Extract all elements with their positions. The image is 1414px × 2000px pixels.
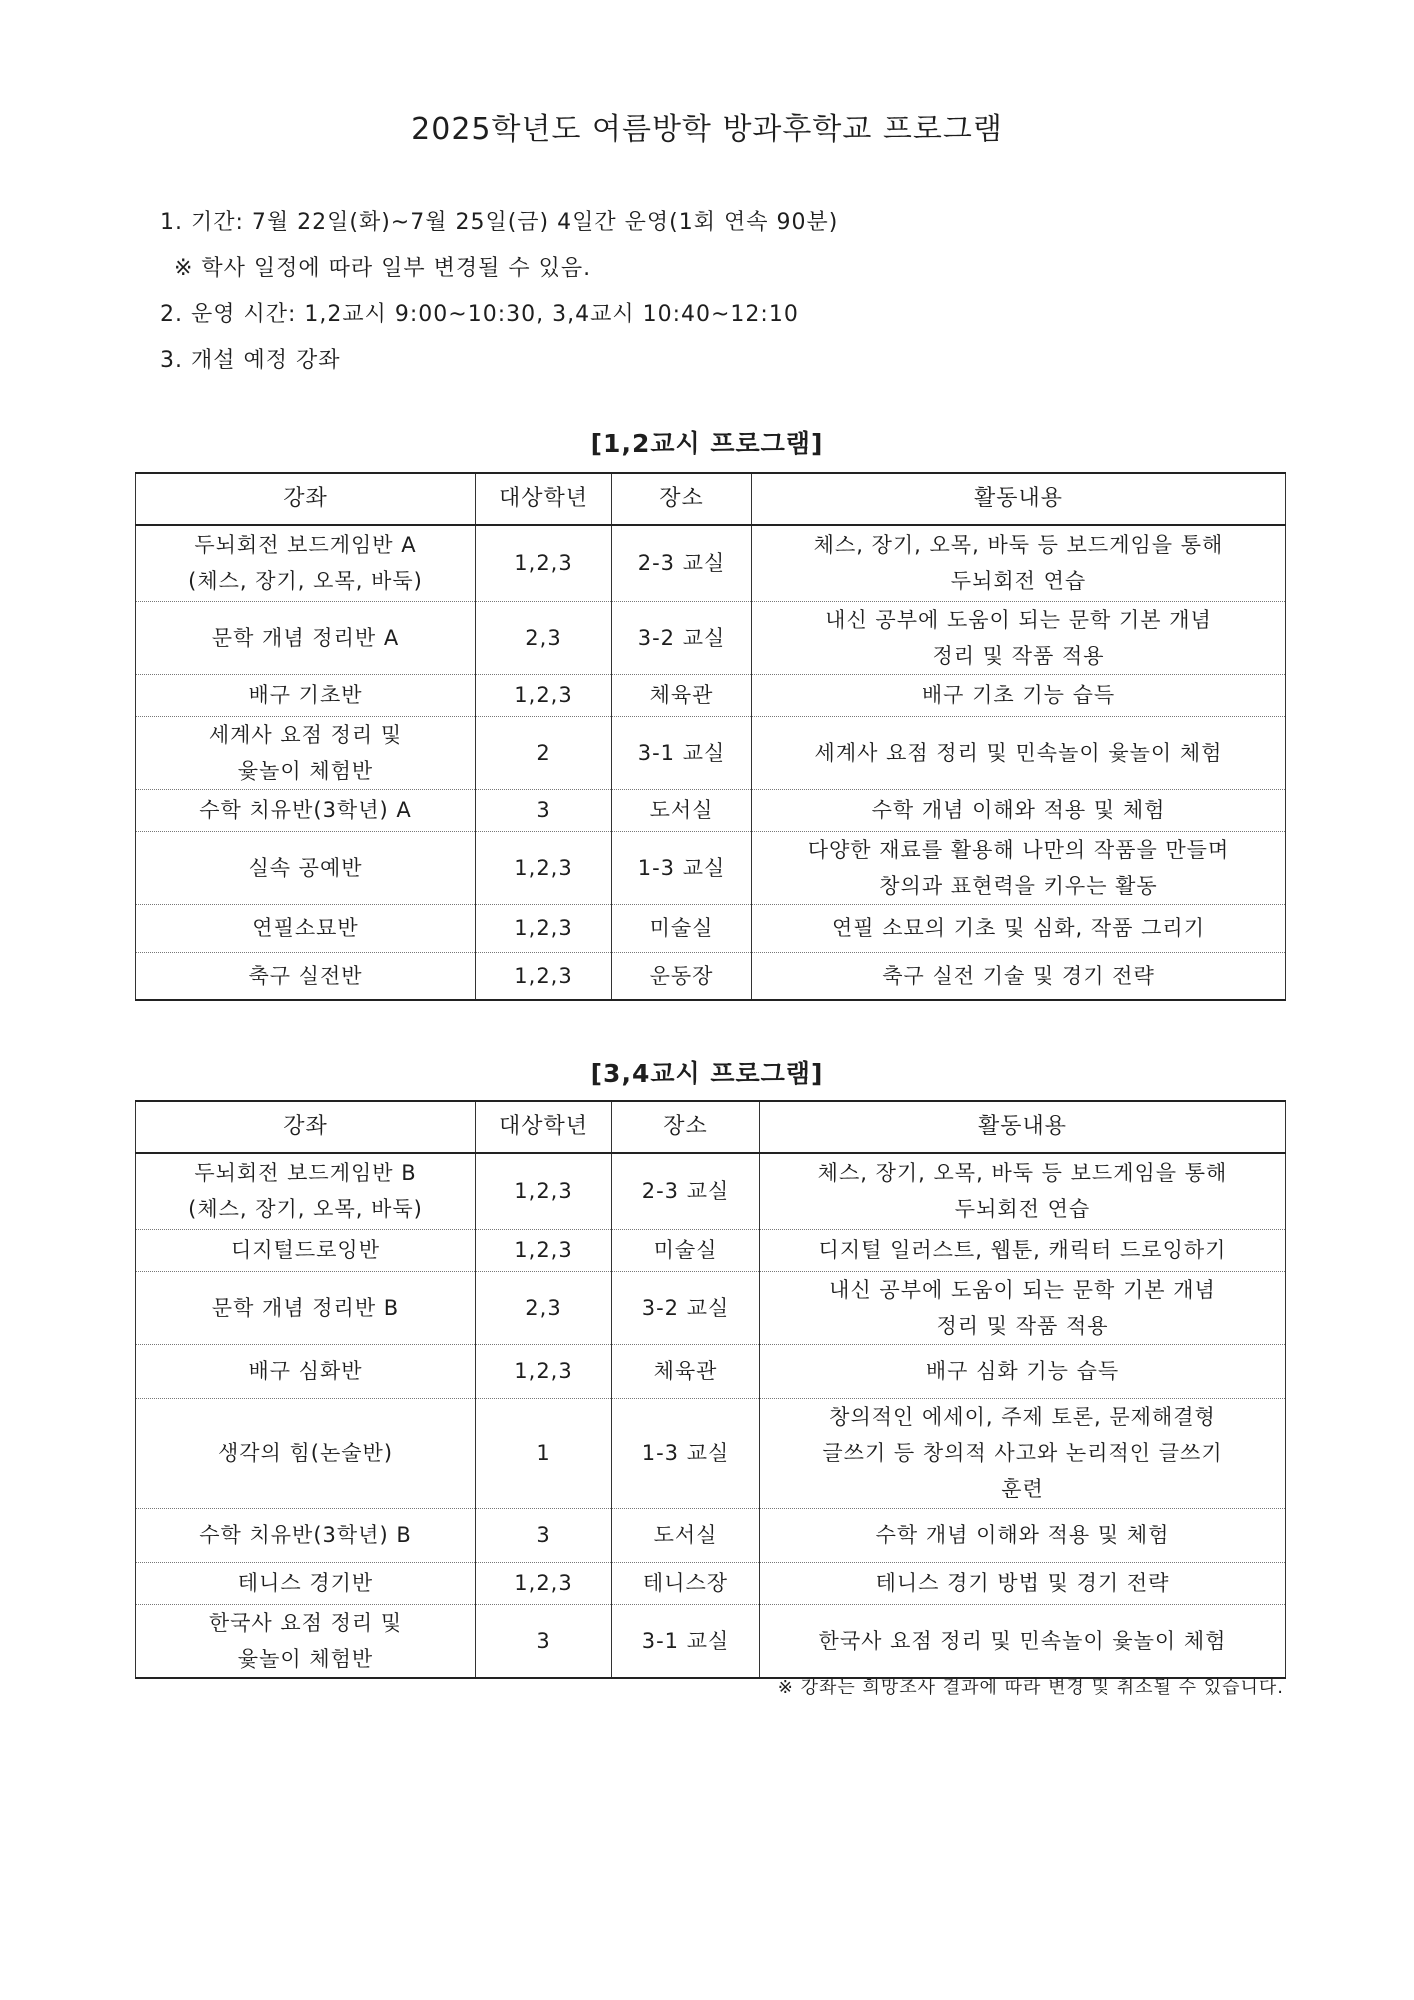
table-row — [136, 525, 1286, 601]
course-cell: 문학 개념 정리반 A — [136, 601, 476, 674]
place-cell: 미술실 — [612, 1229, 760, 1271]
place-cell: 체육관 — [612, 674, 752, 716]
program-table-2 — [135, 1100, 1286, 1679]
grade-cell: 1,2,3 — [476, 525, 612, 601]
place-cell: 운동장 — [612, 952, 752, 1000]
grade-cell: 1,2,3 — [476, 952, 612, 1000]
grade-cell: 1,2,3 — [476, 674, 612, 716]
header-grade: 대상학년 — [476, 1101, 612, 1153]
grade-cell: 1,2,3 — [476, 1153, 612, 1229]
table-row — [136, 1229, 1286, 1271]
content-cell: 수학 개념 이해와 적용 및 체험 — [760, 1508, 1286, 1562]
table-header-row — [136, 473, 1286, 525]
grade-cell: 1 — [476, 1398, 612, 1508]
page-title: 2025학년도 여름방학 방과후학교 프로그램 — [411, 112, 1003, 147]
grade-cell: 1,2,3 — [476, 1229, 612, 1271]
table-row — [136, 1271, 1286, 1344]
content-cell: 창의적인 에세이, 주제 토론, 문제해결형 글쓰기 등 창의적 사고와 논리적인 글쓰기 훈련 — [760, 1398, 1286, 1508]
table-row — [136, 1508, 1286, 1562]
course-cell: 배구 심화반 — [136, 1344, 476, 1398]
content-cell: 내신 공부에 도움이 되는 문학 기본 개념 정리 및 작품 적용 — [760, 1271, 1286, 1344]
content-cell: 축구 실전 기술 및 경기 전략 — [752, 952, 1286, 1000]
grade-cell: 2,3 — [476, 601, 612, 674]
grade-cell: 1,2,3 — [476, 1562, 612, 1604]
footnote: ※ 강좌는 희망조사 결과에 따라 변경 및 취소될 수 있습니다. — [777, 1677, 1284, 1698]
content-cell: 수학 개념 이해와 적용 및 체험 — [752, 789, 1286, 831]
table-header-row — [136, 1101, 1286, 1153]
place-cell: 3-1 교실 — [612, 716, 752, 789]
time-line: 2. 운영 시간: 1,2교시 9:00~10:30, 3,4교시 10:40~12:10 — [160, 302, 799, 327]
header-content: 활동내용 — [760, 1101, 1286, 1153]
table-row — [136, 952, 1286, 1000]
grade-cell: 2 — [476, 716, 612, 789]
grade-cell: 3 — [476, 1604, 612, 1678]
table-row — [136, 904, 1286, 952]
header-content: 활동내용 — [752, 473, 1286, 525]
place-cell: 테니스장 — [612, 1562, 760, 1604]
content-cell: 세계사 요점 정리 및 민속놀이 윷놀이 체험 — [752, 716, 1286, 789]
course-cell: 수학 치유반(3학년) B — [136, 1508, 476, 1562]
place-cell: 도서실 — [612, 1508, 760, 1562]
period-line: 1. 기간: 7월 22일(화)~7월 25일(금) 4일간 운영(1회 연속 90분) — [160, 210, 839, 235]
content-cell: 한국사 요점 정리 및 민속놀이 윷놀이 체험 — [760, 1604, 1286, 1678]
table-row — [136, 1604, 1286, 1678]
course-cell: 두뇌회전 보드게임반 A (체스, 장기, 오목, 바둑) — [136, 525, 476, 601]
place-cell: 2-3 교실 — [612, 1153, 760, 1229]
content-cell: 연필 소묘의 기초 및 심화, 작품 그리기 — [752, 904, 1286, 952]
course-cell: 축구 실전반 — [136, 952, 476, 1000]
course-cell: 실속 공예반 — [136, 831, 476, 904]
section-title-1: [1,2교시 프로그램] — [590, 429, 824, 458]
course-cell: 테니스 경기반 — [136, 1562, 476, 1604]
course-cell: 수학 치유반(3학년) A — [136, 789, 476, 831]
course-cell: 세계사 요점 정리 및 윷놀이 체험반 — [136, 716, 476, 789]
course-cell: 문학 개념 정리반 B — [136, 1271, 476, 1344]
place-cell: 2-3 교실 — [612, 525, 752, 601]
content-cell: 체스, 장기, 오목, 바둑 등 보드게임을 통해 두뇌회전 연습 — [760, 1153, 1286, 1229]
course-cell: 디지털드로잉반 — [136, 1229, 476, 1271]
place-cell: 1-3 교실 — [612, 1398, 760, 1508]
place-cell: 체육관 — [612, 1344, 760, 1398]
course-cell: 배구 기초반 — [136, 674, 476, 716]
content-cell: 테니스 경기 방법 및 경기 전략 — [760, 1562, 1286, 1604]
header-course: 강좌 — [136, 473, 476, 525]
header-grade: 대상학년 — [476, 473, 612, 525]
header-place: 장소 — [612, 473, 752, 525]
grade-cell: 3 — [476, 789, 612, 831]
header-place: 장소 — [612, 1101, 760, 1153]
courses-line: 3. 개설 예정 강좌 — [160, 348, 341, 373]
place-cell: 3-2 교실 — [612, 1271, 760, 1344]
period-note: ※ 학사 일정에 따라 일부 변경될 수 있음. — [174, 256, 592, 281]
content-cell: 배구 심화 기능 습득 — [760, 1344, 1286, 1398]
content-cell: 다양한 재료를 활용해 나만의 작품을 만들며 창의과 표현력을 키우는 활동 — [752, 831, 1286, 904]
table-row — [136, 831, 1286, 904]
content-cell: 내신 공부에 도움이 되는 문학 기본 개념 정리 및 작품 적용 — [752, 601, 1286, 674]
course-cell: 한국사 요점 정리 및 윷놀이 체험반 — [136, 1604, 476, 1678]
content-cell: 디지털 일러스트, 웹툰, 캐릭터 드로잉하기 — [760, 1229, 1286, 1271]
table-row — [136, 716, 1286, 789]
content-cell: 체스, 장기, 오목, 바둑 등 보드게임을 통해 두뇌회전 연습 — [752, 525, 1286, 601]
grade-cell: 1,2,3 — [476, 1344, 612, 1398]
grade-cell: 2,3 — [476, 1271, 612, 1344]
place-cell: 3-1 교실 — [612, 1604, 760, 1678]
table-row — [136, 601, 1286, 674]
course-cell: 생각의 힘(논술반) — [136, 1398, 476, 1508]
program-table-1 — [135, 472, 1286, 1001]
table-row — [136, 1153, 1286, 1229]
course-cell: 두뇌회전 보드게임반 B (체스, 장기, 오목, 바둑) — [136, 1153, 476, 1229]
info-section — [160, 200, 838, 384]
table-row — [136, 1344, 1286, 1398]
content-cell: 배구 기초 기능 습득 — [752, 674, 1286, 716]
course-cell: 연필소묘반 — [136, 904, 476, 952]
table-row — [136, 1562, 1286, 1604]
place-cell: 3-2 교실 — [612, 601, 752, 674]
grade-cell: 1,2,3 — [476, 831, 612, 904]
section-title-2: [3,4교시 프로그램] — [590, 1059, 824, 1088]
header-course: 강좌 — [136, 1101, 476, 1153]
place-cell: 1-3 교실 — [612, 831, 752, 904]
table-row — [136, 789, 1286, 831]
place-cell: 미술실 — [612, 904, 752, 952]
table-row — [136, 674, 1286, 716]
table-row — [136, 1398, 1286, 1508]
grade-cell: 1,2,3 — [476, 904, 612, 952]
grade-cell: 3 — [476, 1508, 612, 1562]
place-cell: 도서실 — [612, 789, 752, 831]
